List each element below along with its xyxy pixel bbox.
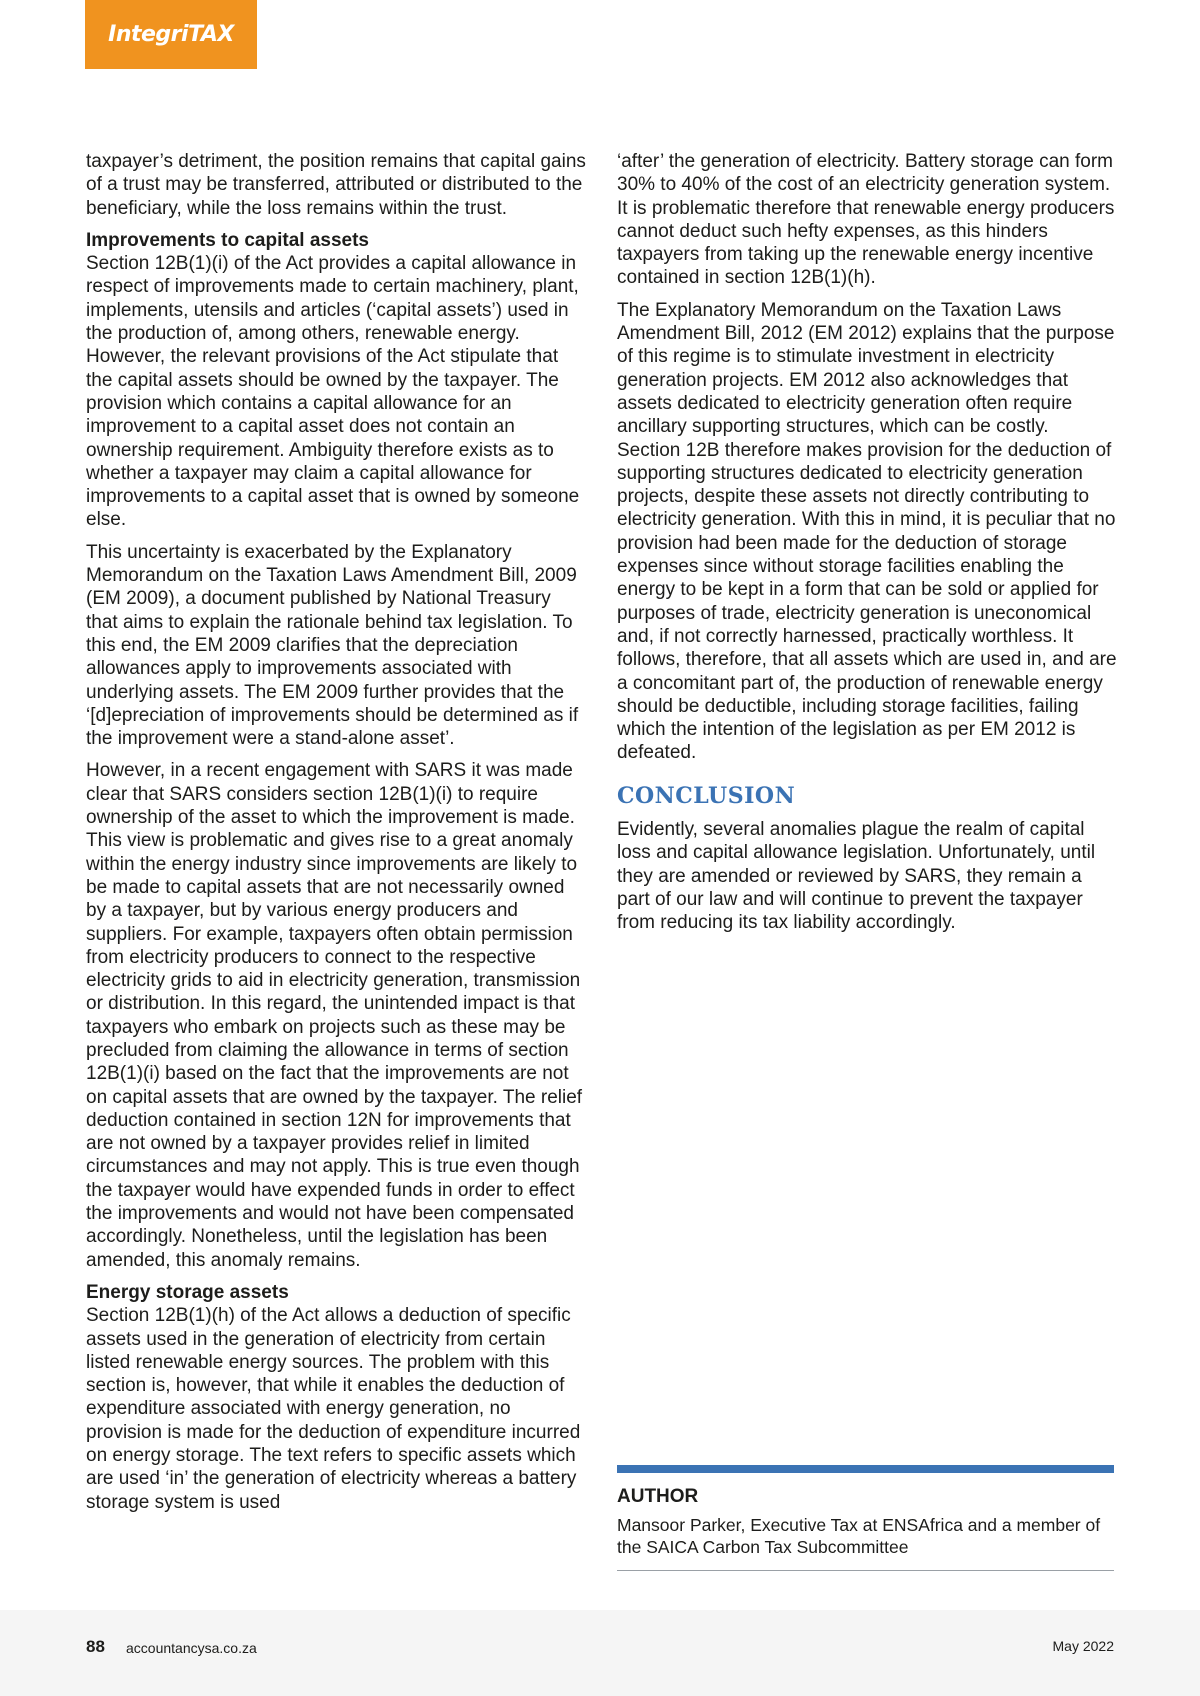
page-number: 88 [86, 1637, 105, 1656]
paragraph: taxpayer’s detriment, the position remains that capital gains of a trust may be transferred, attributed or distributed to the beneficiary, while the loss remains within the trust. [86, 151, 586, 219]
logo [85, 0, 257, 69]
paragraph: The Explanatory Memorandum on the Taxation Laws Amendment Bill, 2012 (EM 2012) explains that the purpose of this regime is to stimulate investment in electricity generation projects. EM 2012 also acknowledges that assets dedicated to electricity generation often require ancillary supporting structures, which can be costly. Section 12B therefore makes provision for the deduction of supporting structures dedicated to electricity generation projects, despite these assets not directly contributing to electricity generation. With this in mind, it is peculiar that no provision had been made for the deduction of storage expenses since without storage facilities enabling the energy to be kept in a form that can be sold or applied for purposes of trade, electricity generation is uneconomical and, if not correctly harnessed, practically worthless. It follows, therefore, that all assets which are used in, and are a concomitant part of, the production of renewable energy should be deductible, including storage facilities, failing which the intention of the legislation as per EM 2012 is defeated. [617, 299, 1117, 764]
author-bottom-rule [617, 1570, 1114, 1571]
paragraph: Evidently, several anomalies plague the realm of capital loss and capital allowance legislation. Unfortunately, until they are amended or reviewed by SARS, they remain a part of our law and will continue to prevent the taxpayer from reducing its tax liability accordingly. [617, 819, 1096, 934]
logo-text: IntegriTAX [108, 22, 234, 47]
paragraph: Section 12B(1)(h) of the Act allows a deduction of specific assets used in the generation of electricity from certain listed renewable energy sources. The problem with this section is, however, that while it enables the deduction of expenditure associated with energy generation, no provision is made for the deduction of expenditure incurred on energy storage. The text refers to specific assets which are used ‘in’ the generation of electricity whereas a battery storage system is used [86, 1305, 581, 1513]
paragraph: ‘after’ the generation of electricity. Battery storage can form 30% to 40% of the cost of an electricity generation system. It is problematic therefore that renewable energy producers cannot deduct such hefty expenses, as this hinders taxpayers from taking up the renewable energy incentive contained in section 12B(1)(h). [617, 151, 1115, 289]
website-link[interactable]: accountancysa.co.za [126, 1640, 257, 1656]
conclusion-heading: CONCLUSION [617, 782, 796, 809]
paragraph: However, in a recent engagement with SARS it was made clear that SARS considers section 12B(1)(i) to require ownership of the asset to which the improvement is made. This view is problematic and gives rise to a great anomaly within the energy industry since improvements are likely to be made to capital assets that are not necessarily owned by a taxpayer, but by various energy producers and suppliers. For example, taxpayers often obtain permission from electricity producers to connect to the respective electricity grids to aid in electricity generation, transmission or distribution. In this regard, the unintended impact is that taxpayers who embark on projects such as these may be precluded from claiming the allowance in terms of section 12B(1)(i) based on the fact that the improvements are not on capital assets that are owned by the taxpayer. The relief deduction contained in section 12N for improvements that are not owned by a taxpayer provides relief in limited circumstances and may not apply. This is true even though the taxpayer would have expended funds in order to effect the improvements and would not have been compensated accordingly. Nonetheless, until the legislation has been amended, this anomaly remains. [86, 760, 583, 1271]
author-divider-bar [617, 1465, 1114, 1473]
subheading-improvements: Improvements to capital assets [86, 229, 369, 251]
author-heading: AUTHOR [617, 1486, 699, 1507]
paragraph: Section 12B(1)(i) of the Act provides a capital allowance in respect of improvements made to certain machinery, plant, implements, utensils and articles (‘capital assets’) used in the production of, among others, renewable energy. However, the relevant provisions of the Act stipulate that the capital assets should be owned by the taxpayer. The provision which contains a capital allowance for an improvement to a capital asset does not contain an ownership requirement. Ambiguity therefore exists as to whether a taxpayer may claim a capital allowance for improvements to a capital asset that is owned by someone else. [86, 253, 580, 531]
left-column [86, 150, 586, 1523]
paragraph: This uncertainty is exacerbated by the Explanatory Memorandum on the Taxation Laws Amendment Bill, 2009 (EM 2009), a document published by National Treasury that aims to explain the rationale behind tax legislation. To this end, the EM 2009 clarifies that the depreciation allowances apply to improvements associated with underlying assets. The EM 2009 further provides that the ‘[d]epreciation of improvements should be determined as if the improvement were a stand-alone asset’. [86, 541, 579, 750]
issue-date: May 2022 [1052, 1638, 1114, 1654]
right-column [617, 150, 1117, 944]
author-bio: Mansoor Parker, Executive Tax at ENSAfrica and a member of the SAICA Carbon Tax Subcommittee [617, 1515, 1101, 1557]
subheading-energy-storage: Energy storage assets [86, 1281, 289, 1303]
